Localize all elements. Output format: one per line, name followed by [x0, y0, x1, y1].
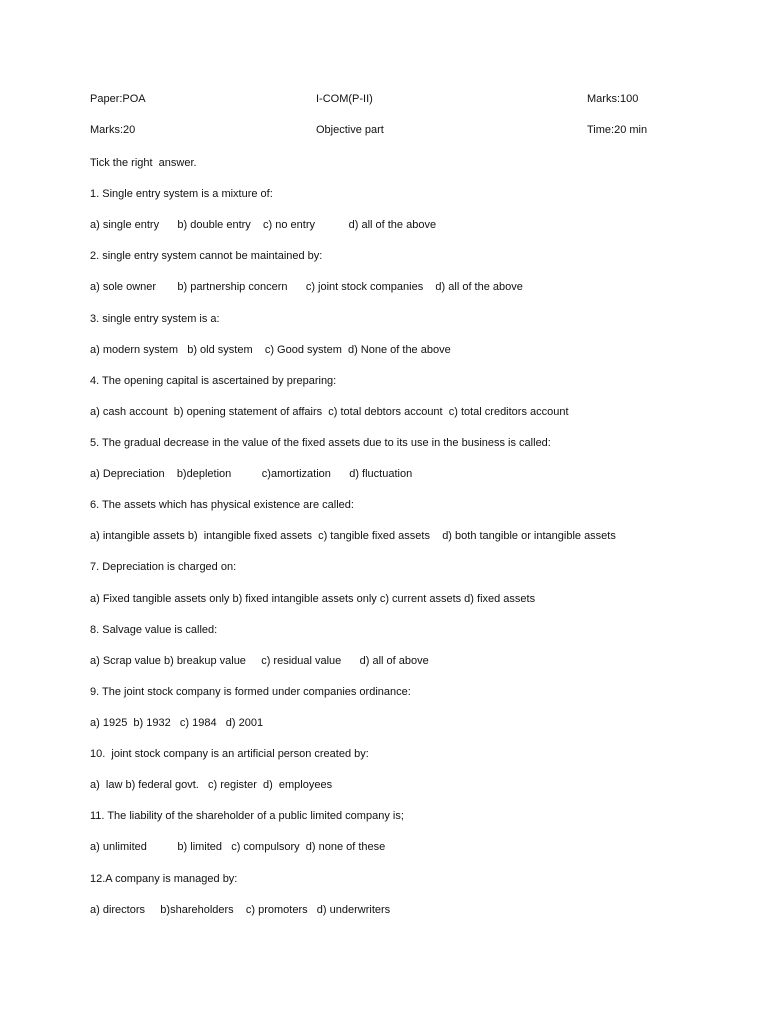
- question-options: a) Scrap value b) breakup value c) residual value d) all of above: [90, 654, 429, 667]
- question-text: 8. Salvage value is called:: [90, 623, 218, 636]
- section-marks: Marks:20: [90, 124, 136, 136]
- question-options: a) cash account b) opening statement of affairs c) total debtors account c) total creditors account: [90, 405, 569, 418]
- question-options: a) single entry b) double entry c) no entry d) all of the above: [90, 219, 437, 232]
- section-title: Objective part: [316, 124, 384, 136]
- question-text: 2. single entry system cannot be maintained by:: [90, 250, 323, 263]
- question-text: 9. The joint stock company is formed under companies ordinance:: [90, 685, 411, 698]
- question-options: a) 1925 b) 1932 c) 1984 d) 2001: [90, 716, 264, 729]
- question-text: 10. joint stock company is an artificial person created by:: [90, 748, 369, 761]
- question-text: 6. The assets which has physical existence are called:: [90, 499, 354, 512]
- question-options: a) Fixed tangible assets only b) fixed intangible assets only c) current assets d) fixed assets: [90, 592, 536, 605]
- paper-name: Paper:POA: [90, 93, 146, 105]
- class-name: I-COM(P-II): [316, 93, 373, 105]
- question-options: a) directors b)shareholders c) promoters d) underwriters: [90, 903, 391, 916]
- instruction: Tick the right answer.: [90, 157, 197, 169]
- question-list: [90, 155, 760, 933]
- question-text: 7. Depreciation is charged on:: [90, 561, 237, 574]
- question-text: 12.A company is managed by:: [90, 872, 238, 885]
- header-row-1: [0, 93, 768, 109]
- question-options: a) Depreciation b)depletion c)amortization d) fluctuation: [90, 468, 413, 481]
- header-row-2: [0, 124, 768, 140]
- question-options: a) sole owner b) partnership concern c) joint stock companies d) all of the above: [90, 281, 523, 294]
- question-options: a) unlimited b) limited c) compulsory d) none of these: [90, 841, 386, 854]
- question-text: 11. The liability of the shareholder of a public limited company is;: [90, 810, 404, 823]
- question-options: a) intangible assets b) intangible fixed assets c) tangible fixed assets d) both tangible or intangible assets: [90, 530, 616, 543]
- total-marks: Marks:100: [587, 93, 639, 105]
- question-options: a) law b) federal govt. c) register d) employees: [90, 779, 333, 792]
- question-text: 1. Single entry system is a mixture of:: [90, 188, 273, 201]
- question-text: 5. The gradual decrease in the value of the fixed assets due to its use in the business is called:: [90, 436, 551, 449]
- question-options: a) modern system b) old system c) Good system d) None of the above: [90, 343, 451, 356]
- question-text: 4. The opening capital is ascertained by preparing:: [90, 374, 337, 387]
- time-limit: Time:20 min: [587, 124, 648, 136]
- question-text: 3. single entry system is a:: [90, 312, 220, 325]
